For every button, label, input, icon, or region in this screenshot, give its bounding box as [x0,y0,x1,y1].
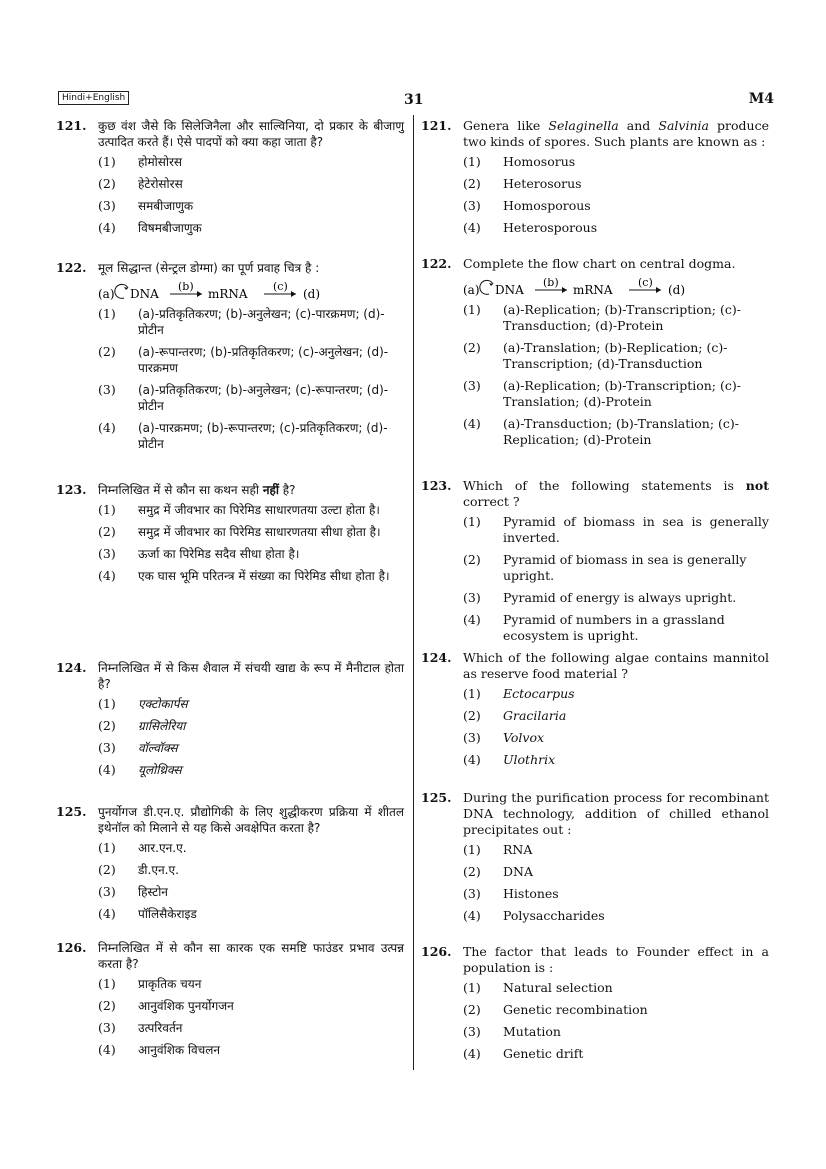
question-122-en: 122. Complete the flow chart on central dogma. (a) DNA (b) mRNA (c) (d) (1) (a)-Replication; (b)-Transcription; (c)-Transduction; (d)-Protein (2) (a)-Translation; (b)-Replication; (c)-Transcription; (d)-Transduction (3) (a)-Replication; (b)-Transcription; (c)-Translation; (d)-Protein (4) (a)-Transduction; (b)-Translation; (c)-Replication; (d)-Protein [421,256,769,454]
question-124-hi: 124. निम्नलिखित में से किस शैवाल में संचयी खाद्य के रूप में मैनीटाल होता है? (1) एक्टोकार्पस (2) ग्रासिलेरिया (3) वॉल्वॉक्स (4) यूलोथ्रिक्स [56,660,404,777]
question-125-en: 125. During the purification process for recombinant DNA technology, addition of chilled ethanol precipitates out : (1) RNA (2) DNA (3) Histones (4) Polysaccharides [421,790,769,923]
option: (3) Homosporous [463,198,591,213]
option: (4) Heterosporous [463,220,598,235]
option: (3) Mutation [463,1024,561,1039]
option: (2) Gracilaria [463,708,567,723]
option: (4) Pyramid of numbers in a grassland ecosystem is upright. [463,612,725,643]
question-123-hi: 123. निम्नलिखित में से कौन सा कथन सही नहीं है? (1) समुद्र में जीवभार का पिरेमिड साधारणतया उल्टा होता है। (2) समुद्र में जीवभार का पिरेमिड साधारणतया सीधा होता है। (3) ऊर्जा का पिरेमिड सदैव सीधा होता है। (4) एक घास भूमि परितन्त्र में संख्या का पिरेमिड सीधा होता है। [56,482,404,590]
option: (1) होमोसोरस [98,154,183,169]
option: (3) Histones [463,886,559,901]
option: (4) आनुवंशिक विचलन [98,1042,221,1057]
flow-label-b: (b) [178,282,194,293]
option: (2) Pyramid of biomass in sea is generally upright. [463,552,747,583]
question-121-hi [56,118,404,242]
option: (1) प्राकृतिक चयन [98,976,202,991]
option: (2) (a)-रूपान्तरण; (b)-प्रतिकृतिकरण; (c)-अनुलेखन; (d)-पारक्रमण [98,344,389,375]
flow-label-a: (a) [98,287,115,301]
option: (1) (a)-प्रतिकृतिकरण; (b)-अनुलेखन; (c)-पारक्रमण; (d)-प्रोटीन [98,306,385,337]
column-divider [413,115,414,1070]
replication-loop-icon [115,284,128,298]
option: (1) Homosorus [463,154,576,169]
option: (4) यूलोथ्रिक्स [98,762,182,777]
question-126-en: 126. The factor that leads to Founder effect in a population is : (1) Natural selection (2) Genetic recombination (3) Mutation (4) Genetic drift [421,944,769,1061]
central-dogma-flowchart [98,282,404,302]
option: (3) हिस्टोन [98,884,168,899]
option: (1) Ectocarpus [463,686,575,701]
question-126-hi: 126. निम्नलिखित में से कौन सा कारक एक समष्टि फाउंडर प्रभाव उत्पन्न करता है? (1) प्राकृतिक चयन (2) आनुवंशिक पुनर्योगजन (3) उत्परिवर्तन (4) आनुवंशिक विचलन [56,940,404,1057]
flow-label-d: (d) [668,283,686,297]
option: (4) Ulothrix [463,752,556,767]
option: (2) डी.एन.ए. [98,862,179,877]
option: (1) एक्टोकार्पस [98,696,188,711]
flow-label-dna: DNA [130,287,159,301]
flow-label-mrna: mRNA [208,287,248,301]
option: (2) Genetic recombination [463,1002,648,1017]
question-123-en: 123. Which of the following statements is not correct ? (1) Pyramid of biomass in sea is generally inverted. (2) Pyramid of biomass in sea is generally upright. (3) Pyramid of energy is always upright. (4) Pyramid of numbers in a grassland ecosystem is upright. [421,478,769,643]
option: (1) (a)-Replication; (b)-Transcription; (c)-Transduction; (d)-Protein [463,302,741,333]
option: (1) आर.एन.ए. [98,840,187,855]
flow-label-dna: DNA [495,283,524,297]
option: (2) (a)-Translation; (b)-Replication; (c)-Transcription; (d)-Transduction [463,340,728,371]
replication-loop-icon [480,280,493,294]
flow-label-c: (c) [638,278,653,289]
flow-label-d: (d) [303,287,321,301]
language-tag: Hindi+English [58,91,129,105]
option: (4) पॉलिसैकेराइड [98,906,197,921]
option: (3) वॉल्वॉक्स [98,740,178,755]
option: (1) Natural selection [463,980,613,995]
option: (4) विषमबीजाणुक [98,220,202,235]
option: (2) DNA [463,864,533,879]
option: (3) ऊर्जा का पिरेमिड सदैव सीधा होता है। [98,546,300,561]
question-number: 121. [56,118,87,133]
question-125-hi: 125. पुनर्योगज डी.एन.ए. प्रौद्योगिकी के लिए शुद्धीकरण प्रक्रिया में शीतल इथेनॉल को मिलाने से यह किसे अवक्षेपित करता है? (1) आर.एन.ए. (2) डी.एन.ए. (3) हिस्टोन (4) पॉलिसैकेराइड [56,804,404,921]
central-dogma-flowchart [463,278,769,298]
option: (4) Genetic drift [463,1046,584,1061]
option: (4) (a)-पारक्रमण; (b)-रूपान्तरण; (c)-प्रतिकृतिकरण; (d)-प्रोटीन [98,420,388,451]
option: (3) Volvox [463,730,545,745]
option: (1) Pyramid of biomass in sea is generally inverted. [463,514,769,545]
option: (2) ग्रासिलेरिया [98,718,186,733]
page-number: 31 [404,92,424,108]
option: (2) समुद्र में जीवभार का पिरेमिड साधारणतया सीधा होता है। [98,524,381,539]
paper-code: M4 [748,91,774,107]
question-122-hi: 122. मूल सिद्धान्त (सेन्ट्रल डोग्मा) का पूर्ण प्रवाह चित्र है : (a) DNA (b) mRNA (c) (d) (1) (a)-प्रतिकृतिकरण; (b)-अनुलेखन; (c)-पारक्रमण; (d)-प्रोटीन (2) (a)-रूपान्तरण; (b)-प्रतिकृतिकरण; (c)-अनुलेखन; (d)-पारक्रमण (3) (a)-प्रतिकृतिकरण; (b)-अनुलेखन; (c)-रूपान्तरण; (d)-प्रोटीन (4) (a)-पारक्रमण; (b)-रूपान्तरण; (c)-प्रतिकृतिकरण; (d)-प्रोटीन [56,260,404,458]
option: (3) समबीजाणुक [98,198,194,213]
option: (2) हेटेरोसोरस [98,176,183,191]
option: (4) Polysaccharides [463,908,605,923]
flow-label-b: (b) [543,278,559,289]
question-124-en: 124. Which of the following algae contains mannitol as reserve food material ? (1) Ectocarpus (2) Gracilaria (3) Volvox (4) Ulothrix [421,650,769,767]
option: (3) Pyramid of energy is always upright. [463,590,737,605]
option: (2) आनुवंशिक पुनर्योगजन [98,998,234,1013]
option: (3) उत्परिवर्तन [98,1020,183,1035]
option: (4) एक घास भूमि परितन्त्र में संख्या का पिरेमिड सीधा होता है। [98,568,390,583]
option: (1) समुद्र में जीवभार का पिरेमिड साधारणतया उल्टा होता है। [98,502,380,517]
flow-label-mrna: mRNA [573,283,613,297]
flow-label-a: (a) [463,283,480,297]
option: (2) Heterosorus [463,176,582,191]
flow-label-c: (c) [273,282,288,293]
option: (3) (a)-Replication; (b)-Transcription; (c)-Translation; (d)-Protein [463,378,741,409]
question-121-en: 121. Genera like Selaginella and Salvinia produce two kinds of spores. Such plants are known as : (1) Homosorus (2) Heterosorus (3) Homosporous (4) Heterosporous [421,118,769,235]
option: (3) (a)-प्रतिकृतिकरण; (b)-अनुलेखन; (c)-रूपान्तरण; (d)-प्रोटीन [98,382,389,413]
question-text: कुछ वंश जैसे कि सिलेजिनैला और साल्विनिया, दो प्रकार के बीजाणु उत्पादित करते हैं। ऐसे पादपों को क्या कहा जाता है? [98,119,404,149]
option: (1) RNA [463,842,533,857]
option: (4) (a)-Transduction; (b)-Translation; (c)-Replication; (d)-Protein [463,416,740,447]
